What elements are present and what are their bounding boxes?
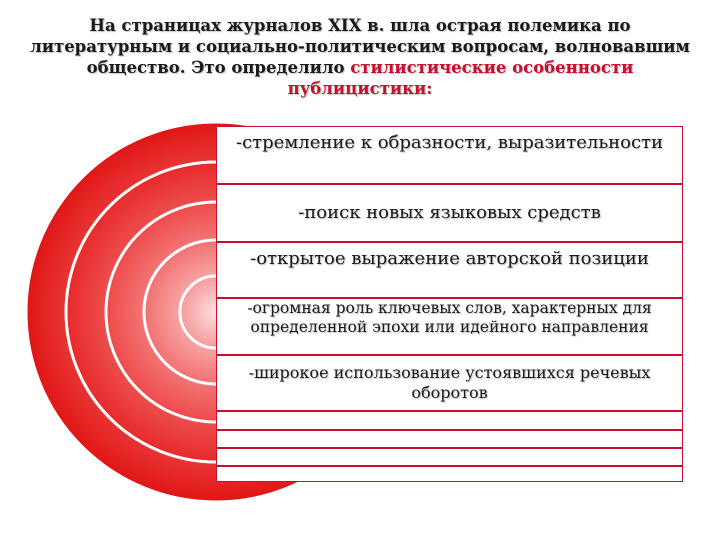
intro-highlight: стилистические особенности публицистики: [287, 58, 634, 98]
feature-text-1: -стремление к образности, выразительности [235, 132, 664, 153]
intro-text: На страницах журналов XIX в. шла острая полемика по литературным и социально-политическим вопросам, волновавшим общество. Это определило [30, 16, 690, 77]
feature-box-2 [216, 184, 683, 242]
feature-text-3: -открытое выражение авторской позиции [250, 248, 649, 269]
empty-box-6 [216, 411, 683, 430]
feature-text-2: -поиск новых языковых средств [298, 202, 601, 223]
feature-box-3 [216, 242, 683, 298]
feature-text-4: -огромная роль ключевых слов, характерных для определенной эпохи или идейного направления [247, 299, 652, 336]
empty-box-9 [216, 466, 683, 482]
feature-box-5 [216, 355, 683, 411]
feature-box-1 [216, 126, 683, 184]
feature-text-5: -широкое использование устоявшихся речевых оборотов [248, 363, 651, 402]
empty-box-8 [216, 448, 683, 466]
feature-box-4 [216, 298, 683, 355]
empty-box-7 [216, 430, 683, 448]
